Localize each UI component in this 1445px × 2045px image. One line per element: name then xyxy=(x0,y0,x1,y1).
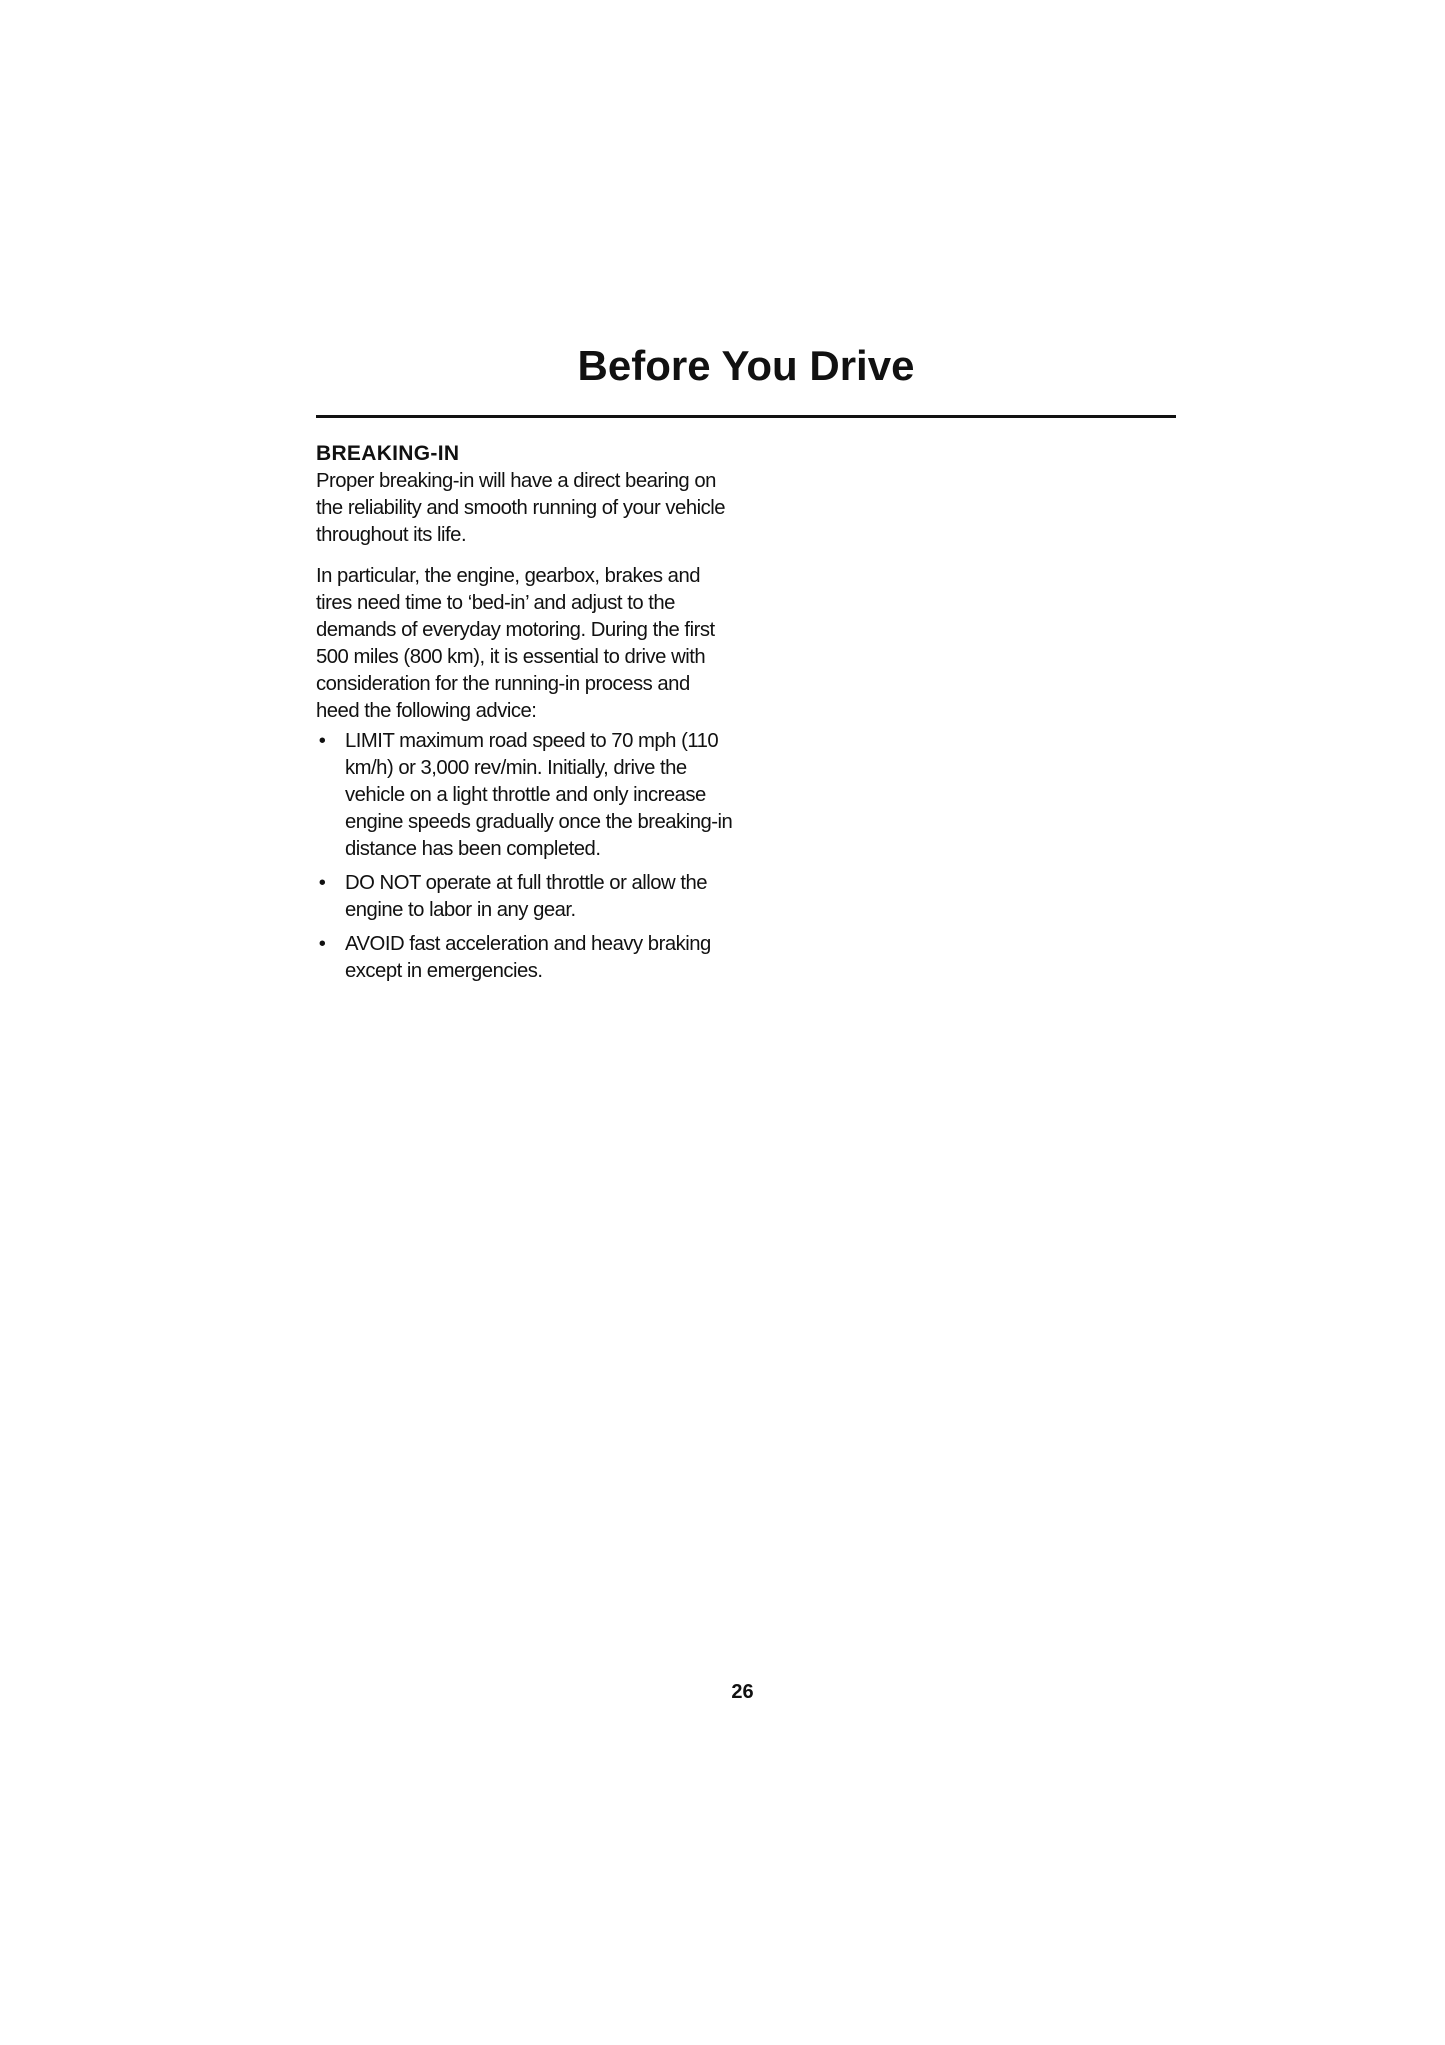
main-content xyxy=(316,440,736,992)
bullet-icon: • xyxy=(318,730,326,752)
list-item-text: DO NOT operate at full throttle or allow the engine to labor in any gear. xyxy=(345,872,708,921)
list-item xyxy=(316,931,736,985)
body-paragraph: In particular, the engine, gearbox, brakes and tires need time to ‘bed-in’ and adjust to the demands of everyday motoring. During the first 500 miles (800 km), it is essential to drive with consideration for the running-in process and heed the following advice: xyxy=(316,565,715,722)
advice-list xyxy=(316,728,736,985)
list-item xyxy=(316,728,736,863)
bullet-icon: • xyxy=(318,872,326,894)
title-divider xyxy=(316,415,1176,418)
page-number: 26 xyxy=(731,1681,754,1703)
list-item xyxy=(316,870,736,924)
list-item-text: AVOID fast acceleration and heavy braking except in emergencies. xyxy=(345,933,711,982)
page-title: Before You Drive xyxy=(577,342,915,389)
intro-paragraph: Proper breaking-in will have a direct bearing on the reliability and smooth running of your vehicle throughout its life. xyxy=(316,470,726,546)
section-heading: BREAKING-IN xyxy=(316,442,460,465)
list-item-text: LIMIT maximum road speed to 70 mph (110 km/h) or 3,000 rev/min. Initially, drive the vehicle on a light throttle and only increase engine speeds gradually once the breaking-in distance has been completed. xyxy=(345,730,733,860)
bullet-icon: • xyxy=(318,933,326,955)
